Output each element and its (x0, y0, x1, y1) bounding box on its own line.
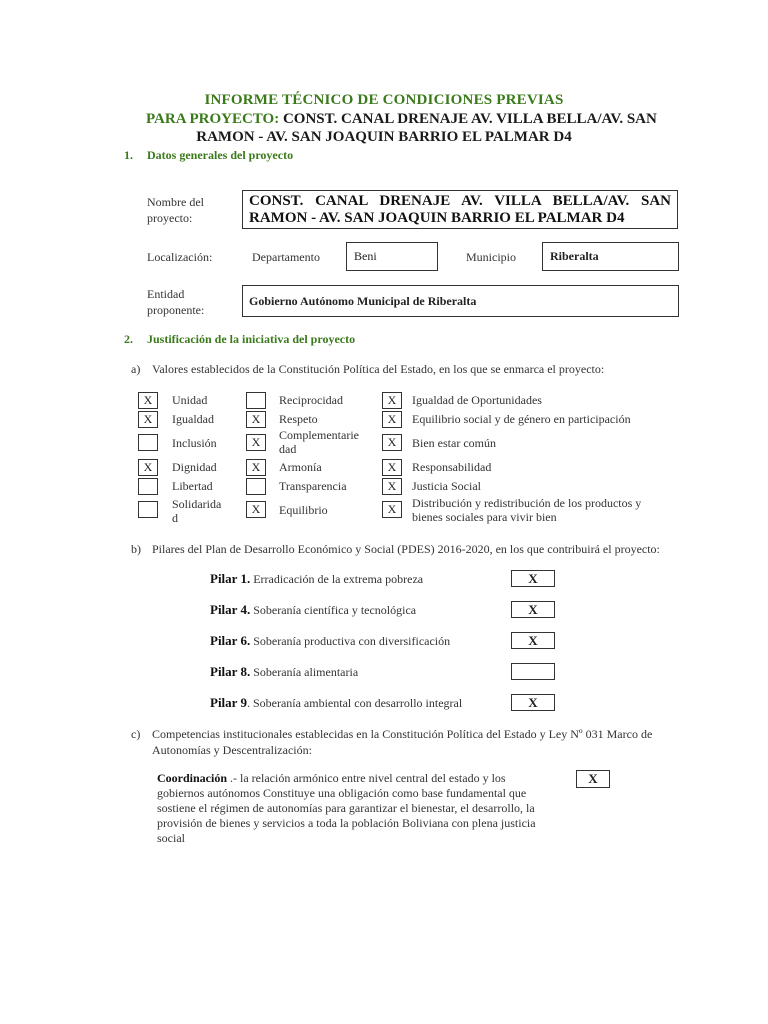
item-a-marker: a) (131, 362, 141, 376)
departamento-value: Beni (354, 249, 377, 263)
entidad-label: Entidad proponente: (147, 287, 205, 317)
label-transparencia: Transparencia (279, 479, 347, 493)
coordinacion-checkbox: X (576, 770, 610, 788)
project-title-name: CONST. CANAL DRENAJE AV. VILLA BELLA/AV. SAN (282, 111, 657, 127)
item-a-text: Valores establecidos de la Constitución Política del Estado, en los que se enmarca el proyecto: (152, 362, 605, 376)
coordinacion-paragraph: Coordinación .- la relación armónico entre nivel central del estado y los gobiernos autónomos Constituye una obligación como base fundamental que sostiene el régimen de autonomías para garantizar el bienestar, el desarrollo, la provisión de bienes y servicios a toda la población Boliviana con plena justicia social (157, 771, 536, 845)
coordinacion-title: Coordinación (157, 771, 228, 785)
label-respeto: Respeto (279, 412, 318, 426)
checkbox-reciprocidad (246, 392, 266, 409)
entidad-value: Gobierno Autónomo Municipal de Riberalta (249, 294, 477, 308)
pilar-1-checkbox: X (511, 570, 555, 587)
checkbox-equilibrio: X (246, 501, 266, 518)
checkbox-distribucion: X (382, 501, 402, 518)
pilar-4: Pilar 4. Soberanía científica y tecnológica (210, 602, 417, 617)
label-equilibrio: Equilibrio (279, 503, 328, 517)
project-name-line-1: CONST. CANAL DRENAJE AV. VILLA BELLA/AV. SAN (249, 193, 671, 209)
label-bien-estar: Bien estar común (412, 436, 496, 450)
pilar-9-checkbox: X (511, 694, 555, 711)
project-title-prefix: PARA PROYECTO: (146, 111, 280, 127)
label-equilibrio-social: Equilibrio social y de género en participación (412, 412, 631, 426)
section-2-number: 2. (124, 332, 133, 346)
item-c-marker: c) (131, 727, 141, 741)
checkbox-dignidad: X (138, 459, 158, 476)
checkbox-bien-estar: X (382, 434, 402, 451)
label-libertad: Libertad (172, 479, 213, 493)
item-b-marker: b) (131, 542, 141, 556)
label-dignidad: Dignidad (172, 460, 217, 474)
label-distribucion: Distribución y redistribución de los productos y bienes sociales para vivir bien (412, 496, 642, 524)
checkbox-igualdad-oportunidades: X (382, 392, 402, 409)
project-title-line (146, 111, 657, 128)
label-justicia-social: Justicia Social (412, 479, 481, 493)
project-name-line-2: RAMON - AV. SAN JOAQUIN BARRIO EL PALMAR D4 (249, 210, 625, 226)
item-c-text: Competencias institucionales establecidas en la Constitución Política del Estado y Ley Nº 031 Marco de Autonomías y Descentralización: (152, 727, 653, 757)
municipio-value: Riberalta (550, 249, 599, 263)
label-inclusion: Inclusión (172, 436, 217, 450)
label-armonia: Armonía (279, 460, 322, 474)
entidad-field (242, 285, 679, 317)
departamento-field (346, 242, 438, 271)
checkbox-transparencia (246, 478, 266, 495)
pilar-6-checkbox: X (511, 632, 555, 649)
label-responsabilidad: Responsabilidad (412, 460, 492, 474)
checkbox-inclusion (138, 434, 158, 451)
checkbox-libertad (138, 478, 158, 495)
municipio-field (542, 242, 679, 271)
label-solidaridad: Solidarida d (172, 497, 222, 525)
label-igualdad-oportunidades: Igualdad de Oportunidades (412, 393, 542, 407)
pilar-8-checkbox (511, 663, 555, 680)
pilar-8: Pilar 8. Soberanía alimentaria (210, 664, 359, 679)
section-1-heading: Datos generales del proyecto (147, 148, 294, 162)
checkbox-complementariedad: X (246, 434, 266, 451)
label-unidad: Unidad (172, 393, 208, 407)
checkbox-armonia: X (246, 459, 266, 476)
localizacion-label: Localización: (147, 250, 213, 264)
municipio-label: Municipio (466, 250, 516, 264)
pilar-4-checkbox: X (511, 601, 555, 618)
section-2-heading: Justificación de la iniciativa del proyecto (147, 332, 356, 346)
pilar-6: Pilar 6. Soberanía productiva con diversificación (210, 633, 451, 648)
checkbox-igualdad: X (138, 411, 158, 428)
label-reciprocidad: Reciprocidad (279, 393, 343, 407)
report-title: INFORME TÉCNICO DE CONDICIONES PREVIAS (204, 92, 564, 108)
label-igualdad: Igualdad (172, 412, 214, 426)
checkbox-equilibrio-social: X (382, 411, 402, 428)
departamento-label: Departamento (252, 250, 320, 264)
pilar-1: Pilar 1. Erradicación de la extrema pobreza (210, 571, 424, 586)
label-complementariedad: Complementarie dad (279, 428, 359, 456)
checkbox-solidaridad (138, 501, 158, 518)
checkbox-unidad: X (138, 392, 158, 409)
project-title-line-2: RAMON - AV. SAN JOAQUIN BARRIO EL PALMAR D4 (196, 129, 572, 145)
project-name-field (242, 190, 678, 229)
pilar-9: Pilar 9. Soberanía ambiental con desarrollo integral (210, 695, 463, 710)
item-b-text: Pilares del Plan de Desarrollo Económico y Social (PDES) 2016-2020, en los que contribuirá el proyecto: (152, 542, 660, 556)
section-1-number: 1. (124, 148, 133, 162)
checkbox-respeto: X (246, 411, 266, 428)
checkbox-responsabilidad: X (382, 459, 402, 476)
checkbox-justicia-social: X (382, 478, 402, 495)
nombre-label: Nombre del proyecto: (147, 195, 204, 225)
